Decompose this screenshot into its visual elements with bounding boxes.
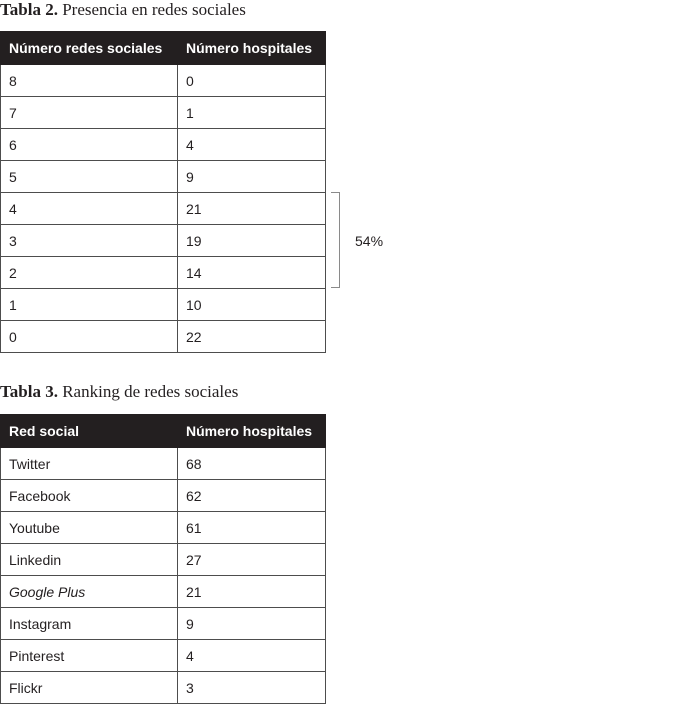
table3	[0, 414, 326, 704]
table-cell: 8	[1, 65, 178, 97]
table-cell: 0	[1, 321, 178, 353]
table-cell: 5	[1, 161, 178, 193]
table-row	[1, 672, 326, 704]
table-row	[1, 225, 326, 257]
table-cell: 14	[178, 257, 326, 289]
table-cell: 4	[178, 640, 326, 672]
table-cell: 3	[178, 672, 326, 704]
table-cell: 0	[178, 65, 326, 97]
table3-header-hospitales: Número hospitales	[178, 415, 326, 448]
table3-caption-label: Tabla 3.	[0, 382, 58, 401]
table-cell: 1	[1, 289, 178, 321]
table3-caption-title: Ranking de redes sociales	[57, 382, 239, 401]
table-cell: 6	[1, 129, 178, 161]
table-cell: 62	[178, 480, 326, 512]
table3-caption	[0, 382, 238, 402]
table-row	[1, 321, 326, 353]
table-cell: 19	[178, 225, 326, 257]
group-bracket	[331, 192, 340, 288]
table2	[0, 31, 326, 353]
table-row	[1, 289, 326, 321]
table-row	[1, 576, 326, 608]
table-row	[1, 512, 326, 544]
table-row	[1, 97, 326, 129]
table-cell: 10	[178, 289, 326, 321]
table-cell: 27	[178, 544, 326, 576]
table-cell: Linkedin	[1, 544, 178, 576]
table2-header-row	[1, 32, 326, 65]
table-row	[1, 640, 326, 672]
table-row	[1, 480, 326, 512]
table-cell: 21	[178, 576, 326, 608]
table-cell: Pinterest	[1, 640, 178, 672]
table-cell: 9	[178, 608, 326, 640]
table-row	[1, 448, 326, 480]
table2-caption-label: Tabla 2.	[0, 0, 58, 19]
table-cell: 9	[178, 161, 326, 193]
table-row	[1, 257, 326, 289]
table-row	[1, 544, 326, 576]
table-cell: Facebook	[1, 480, 178, 512]
table-cell: 1	[178, 97, 326, 129]
table2-header-redes: Número redes sociales	[1, 32, 178, 65]
table2-caption	[0, 0, 246, 20]
table2-caption-title: Presencia en redes sociales	[57, 0, 246, 19]
table-row	[1, 193, 326, 225]
table3-header-red-social: Red social	[1, 415, 178, 448]
table-cell: 7	[1, 97, 178, 129]
table-cell: Youtube	[1, 512, 178, 544]
table-cell: 21	[178, 193, 326, 225]
table-cell: 2	[1, 257, 178, 289]
table-cell: Twitter	[1, 448, 178, 480]
table-cell: 4	[1, 193, 178, 225]
table-cell: 68	[178, 448, 326, 480]
table-cell: Google Plus	[1, 576, 178, 608]
table-cell: Instagram	[1, 608, 178, 640]
table3-header-row	[1, 415, 326, 448]
table-cell: 3	[1, 225, 178, 257]
table2-header-hospitales: Número hospitales	[178, 32, 326, 65]
table-cell: 61	[178, 512, 326, 544]
table-cell: Flickr	[1, 672, 178, 704]
table-row	[1, 608, 326, 640]
table-row	[1, 65, 326, 97]
table-cell: 4	[178, 129, 326, 161]
table-row	[1, 129, 326, 161]
table-cell: 22	[178, 321, 326, 353]
bracket-percentage-label: 54%	[355, 233, 384, 249]
table-row	[1, 161, 326, 193]
